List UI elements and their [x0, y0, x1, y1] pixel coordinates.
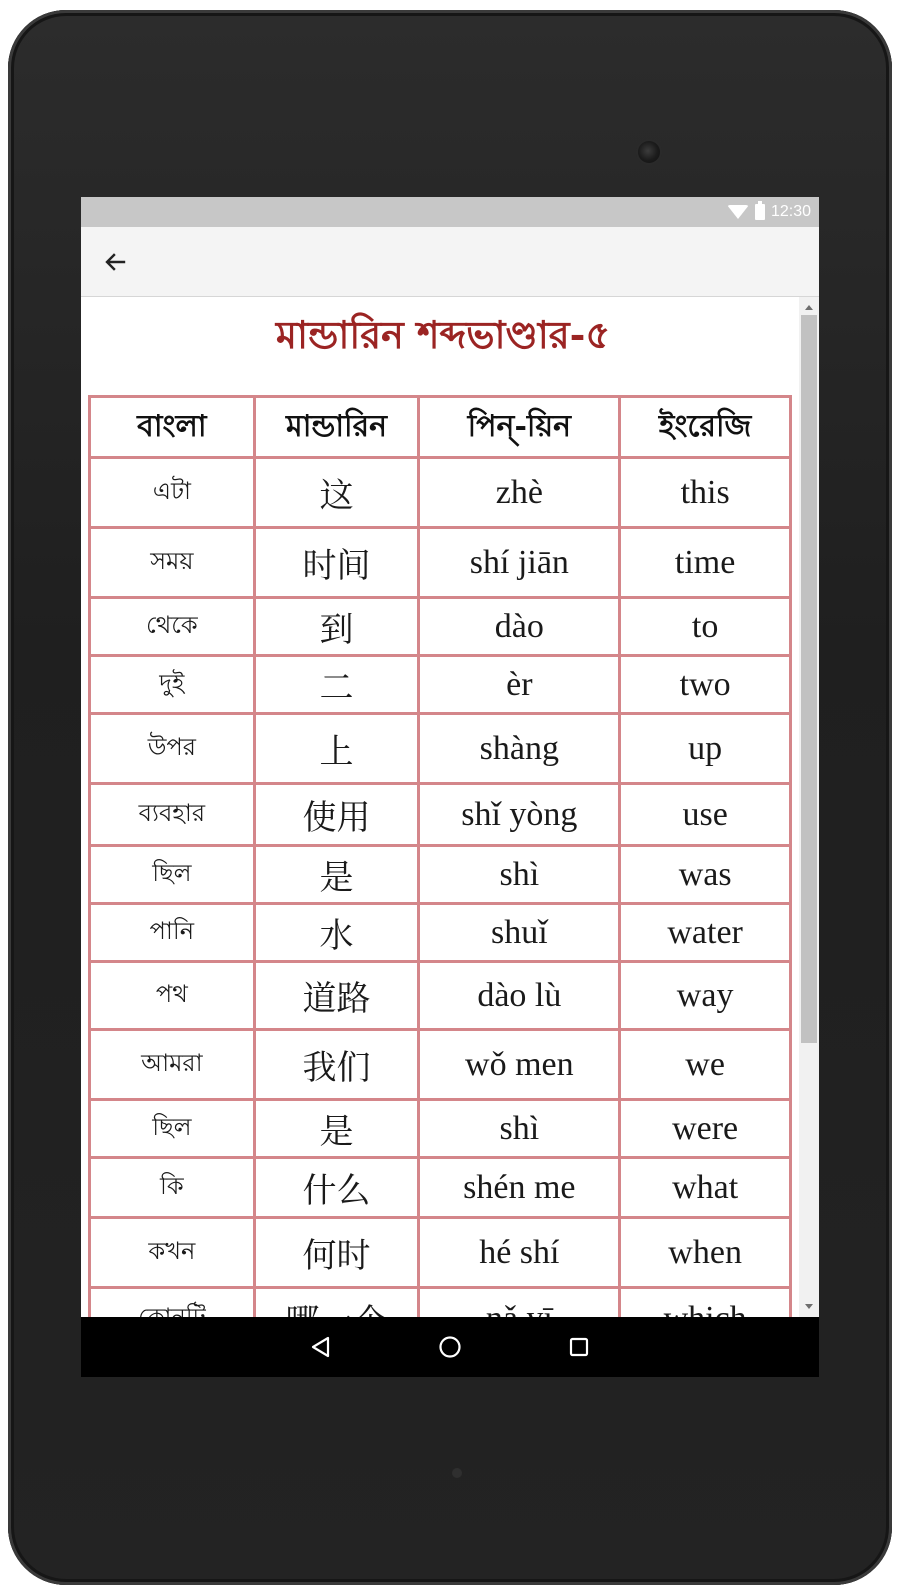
back-triangle-icon [309, 1335, 333, 1359]
microphone-dot [452, 1468, 462, 1478]
cell-bangla: এটা [90, 458, 255, 528]
table-row [90, 1158, 791, 1218]
status-icons [727, 197, 811, 227]
table-row [90, 846, 791, 904]
cell-english: were [620, 1100, 791, 1158]
cell-mandarin: 是 [254, 846, 419, 904]
cell-pinyin: shàng [419, 714, 620, 784]
back-button[interactable] [97, 244, 133, 280]
cell-bangla: উপর [90, 714, 255, 784]
header-mandarin: মান্ডারিন [254, 397, 419, 458]
cell-english: was [620, 846, 791, 904]
cell-mandarin: 何时 [254, 1218, 419, 1288]
table-row [90, 784, 791, 846]
header-bangla: বাংলা [90, 397, 255, 458]
home-circle-icon [438, 1335, 462, 1359]
cell-bangla: পানি [90, 904, 255, 962]
scroll-up-icon[interactable] [805, 305, 813, 310]
cell-pinyin: èr [419, 656, 620, 714]
cell-english: what [620, 1158, 791, 1218]
header-pinyin: পিন্-য়িন [419, 397, 620, 458]
cell-mandarin: 到 [254, 598, 419, 656]
cell-mandarin: 这 [254, 458, 419, 528]
app-bar [81, 227, 819, 297]
table-row [90, 598, 791, 656]
nav-recents-button[interactable] [564, 1332, 594, 1362]
table-row [90, 1218, 791, 1288]
cell-mandarin: 什么 [254, 1158, 419, 1218]
cell-mandarin: 上 [254, 714, 419, 784]
table-row [90, 528, 791, 598]
cell-pinyin: dào [419, 598, 620, 656]
cell-bangla: দুই [90, 656, 255, 714]
cell-english: up [620, 714, 791, 784]
cell-english: this [620, 458, 791, 528]
cell-mandarin: 水 [254, 904, 419, 962]
page-title: মান্ডারিন শব্দভাণ্ডার-৫ [275, 312, 611, 357]
navigation-bar [81, 1317, 819, 1377]
cell-english: to [620, 598, 791, 656]
nav-home-button[interactable] [435, 1332, 465, 1362]
header-english: ইংরেজি [620, 397, 791, 458]
cell-mandarin: 二 [254, 656, 419, 714]
cell-bangla: ছিল [90, 1100, 255, 1158]
arrow-left-icon [104, 251, 126, 273]
cell-pinyin: zhè [419, 458, 620, 528]
cell-mandarin: 使用 [254, 784, 419, 846]
table-header-row [90, 397, 791, 458]
cell-bangla: কখন [90, 1218, 255, 1288]
cell-pinyin: shí jiān [419, 528, 620, 598]
table-row [90, 1100, 791, 1158]
cell-english: time [620, 528, 791, 598]
front-camera [638, 141, 660, 163]
content-scroll-area[interactable] [81, 297, 819, 1317]
recents-square-icon [567, 1335, 591, 1359]
wifi-icon [727, 205, 749, 219]
cell-english: we [620, 1030, 791, 1100]
table-row [90, 1030, 791, 1100]
table-row [90, 458, 791, 528]
cell-english: use [620, 784, 791, 846]
nav-back-button[interactable] [306, 1332, 336, 1362]
cell-english: water [620, 904, 791, 962]
cell-pinyin: shì [419, 846, 620, 904]
cell-pinyin: dào lù [419, 962, 620, 1030]
cell-pinyin: shén me [419, 1158, 620, 1218]
battery-icon [755, 204, 765, 220]
vocabulary-table [88, 395, 792, 1351]
cell-bangla: আমরা [90, 1030, 255, 1100]
status-clock: 12:30 [770, 203, 811, 220]
cell-mandarin: 是 [254, 1100, 419, 1158]
cell-bangla: ছিল [90, 846, 255, 904]
cell-bangla: থেকে [90, 598, 255, 656]
cell-mandarin: 时间 [254, 528, 419, 598]
cell-pinyin: shǐ yòng [419, 784, 620, 846]
cell-english: way [620, 962, 791, 1030]
scrollbar-thumb[interactable] [801, 315, 817, 1043]
cell-pinyin: wǒ men [419, 1030, 620, 1100]
cell-bangla: সময় [90, 528, 255, 598]
scrollbar[interactable] [799, 297, 819, 1317]
table-row [90, 714, 791, 784]
cell-pinyin: hé shí [419, 1218, 620, 1288]
screen [81, 197, 819, 1377]
cell-pinyin: shì [419, 1100, 620, 1158]
status-bar [81, 197, 819, 227]
cell-mandarin: 我们 [254, 1030, 419, 1100]
cell-bangla: ব্যবহার [90, 784, 255, 846]
cell-bangla: পথ [90, 962, 255, 1030]
cell-bangla: কি [90, 1158, 255, 1218]
cell-pinyin: shuǐ [419, 904, 620, 962]
cell-english: when [620, 1218, 791, 1288]
scroll-down-icon[interactable] [805, 1304, 813, 1309]
table-row [90, 904, 791, 962]
table-row [90, 962, 791, 1030]
cell-mandarin: 道路 [254, 962, 419, 1030]
cell-english: two [620, 656, 791, 714]
table-row [90, 656, 791, 714]
